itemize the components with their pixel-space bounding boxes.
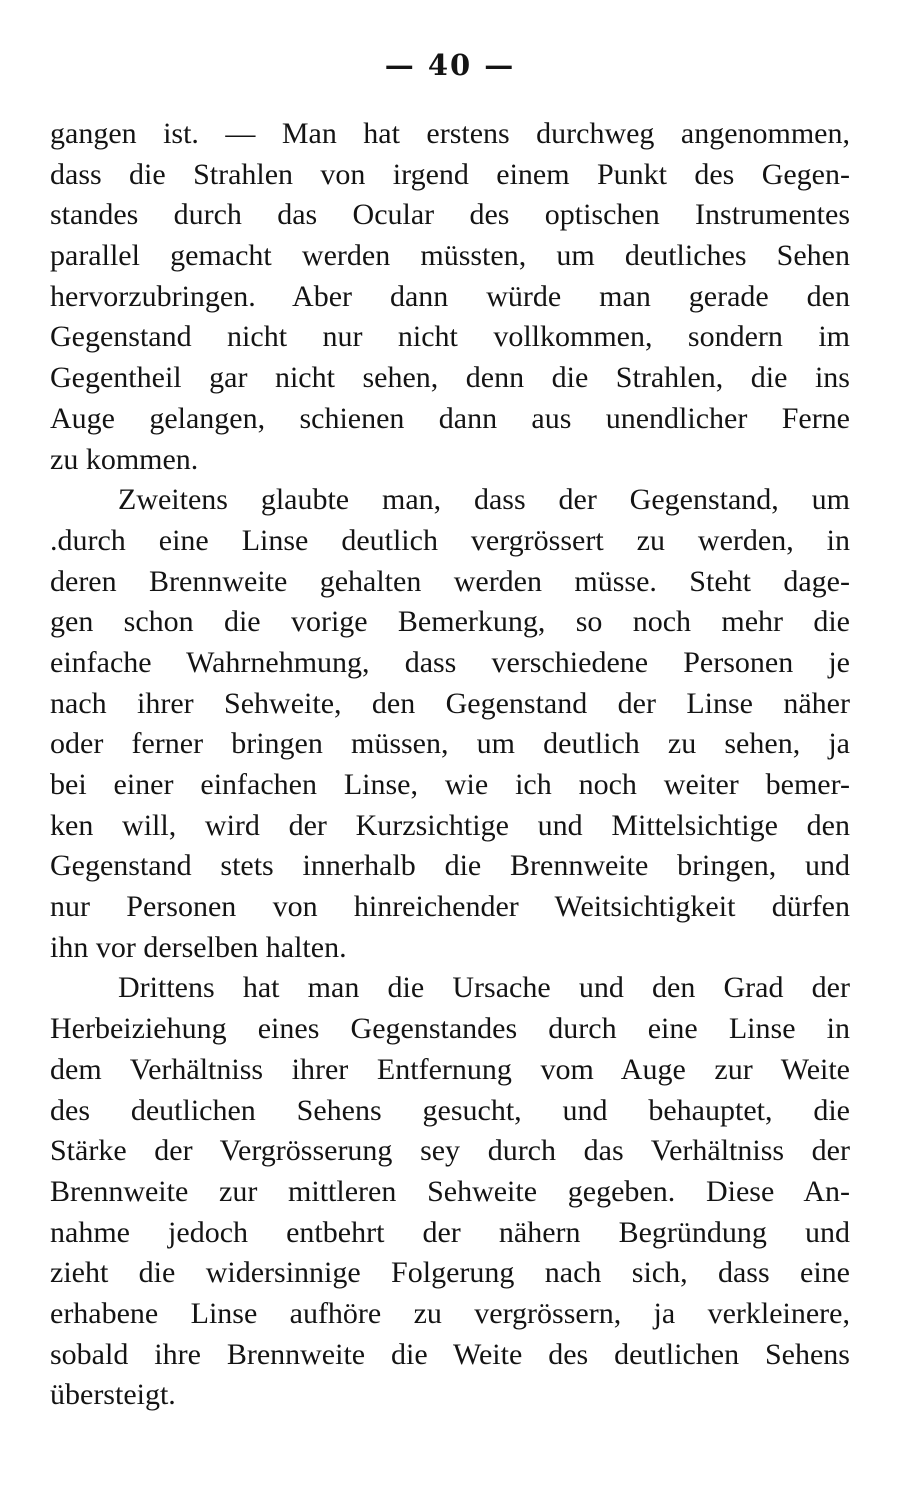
paragraph-1 [50, 114, 850, 480]
text-line: Gegenstand stets innerhalb die Brennweite bringen, und [50, 849, 850, 883]
text-line: nach ihrer Sehweite, den Gegenstand der Linse näher [50, 686, 850, 720]
text-line: .durch eine Linse deutlich vergrössert zu werden, in [50, 523, 850, 557]
text-line: Gegentheil gar nicht sehen, denn die Strahlen, die ins [50, 361, 850, 395]
text-line: oder ferner bringen müssen, um deutlich zu sehen, ja [50, 727, 850, 761]
text-line: Zweitens glaubte man, dass der Gegenstand, um [118, 483, 850, 517]
text-line: nur Personen von hinreichender Weitsichtigkeit dürfen [50, 890, 850, 924]
text-line: Herbeiziehung eines Gegenstandes durch eine Linse in [50, 1012, 850, 1046]
text-line: des deutlichen Sehens gesucht, und behauptet, die [50, 1093, 850, 1127]
text-line: dem Verhältniss ihrer Entfernung vom Auge zur Weite [50, 1052, 850, 1086]
text-line: parallel gemacht werden müssten, um deutliches Sehen [50, 239, 850, 273]
text-line: erhabene Linse aufhöre zu vergrössern, ja verkleinere, [50, 1296, 850, 1330]
text-line: Drittens hat man die Ursache und den Grad der [118, 971, 850, 1005]
text-line: ihn vor derselben halten. [50, 930, 347, 964]
text-line: zu kommen. [50, 442, 199, 476]
text-line: bei einer einfachen Linse, wie ich noch weiter bemer- [50, 768, 850, 801]
text-line: zieht die widersinnige Folgerung nach sich, dass eine [50, 1256, 850, 1290]
text-line: sobald ihre Brennweite die Weite des deutlichen Sehens [50, 1337, 850, 1371]
text-line: gen schon die vorige Bemerkung, so noch mehr die [50, 605, 850, 639]
page-number: — 40 — [384, 48, 516, 82]
text-line: Stärke der Vergrösserung sey durch das Verhältniss der [50, 1134, 850, 1168]
text-line: dass die Strahlen von irgend einem Punkt des Gegen- [50, 157, 850, 191]
text-line: hervorzubringen. Aber dann würde man gerade den [50, 279, 850, 313]
paragraph-2 [50, 480, 850, 968]
text-line: Brennweite zur mittleren Sehweite gegeben. Diese An- [50, 1174, 850, 1208]
text-line: nahme jedoch entbehrt der nähern Begründung und [50, 1215, 850, 1249]
body-text [50, 114, 850, 1416]
text-line: gangen ist. — Man hat erstens durchweg angenommen, [50, 117, 850, 150]
text-line: Gegenstand nicht nur nicht vollkommen, sondern im [50, 320, 850, 354]
paragraph-3 [50, 968, 850, 1416]
text-line: standes durch das Ocular des optischen Instrumentes [50, 198, 850, 232]
text-line: deren Brennweite gehalten werden müsse. Steht dage- [50, 564, 850, 598]
text-line: Auge gelangen, schienen dann aus unendlicher Ferne [50, 401, 850, 435]
text-line: übersteigt. [50, 1378, 176, 1412]
text-line: ken will, wird der Kurzsichtige und Mittelsichtige den [50, 808, 850, 842]
text-line: einfache Wahrnehmung, dass verschiedene Personen je [50, 645, 850, 679]
